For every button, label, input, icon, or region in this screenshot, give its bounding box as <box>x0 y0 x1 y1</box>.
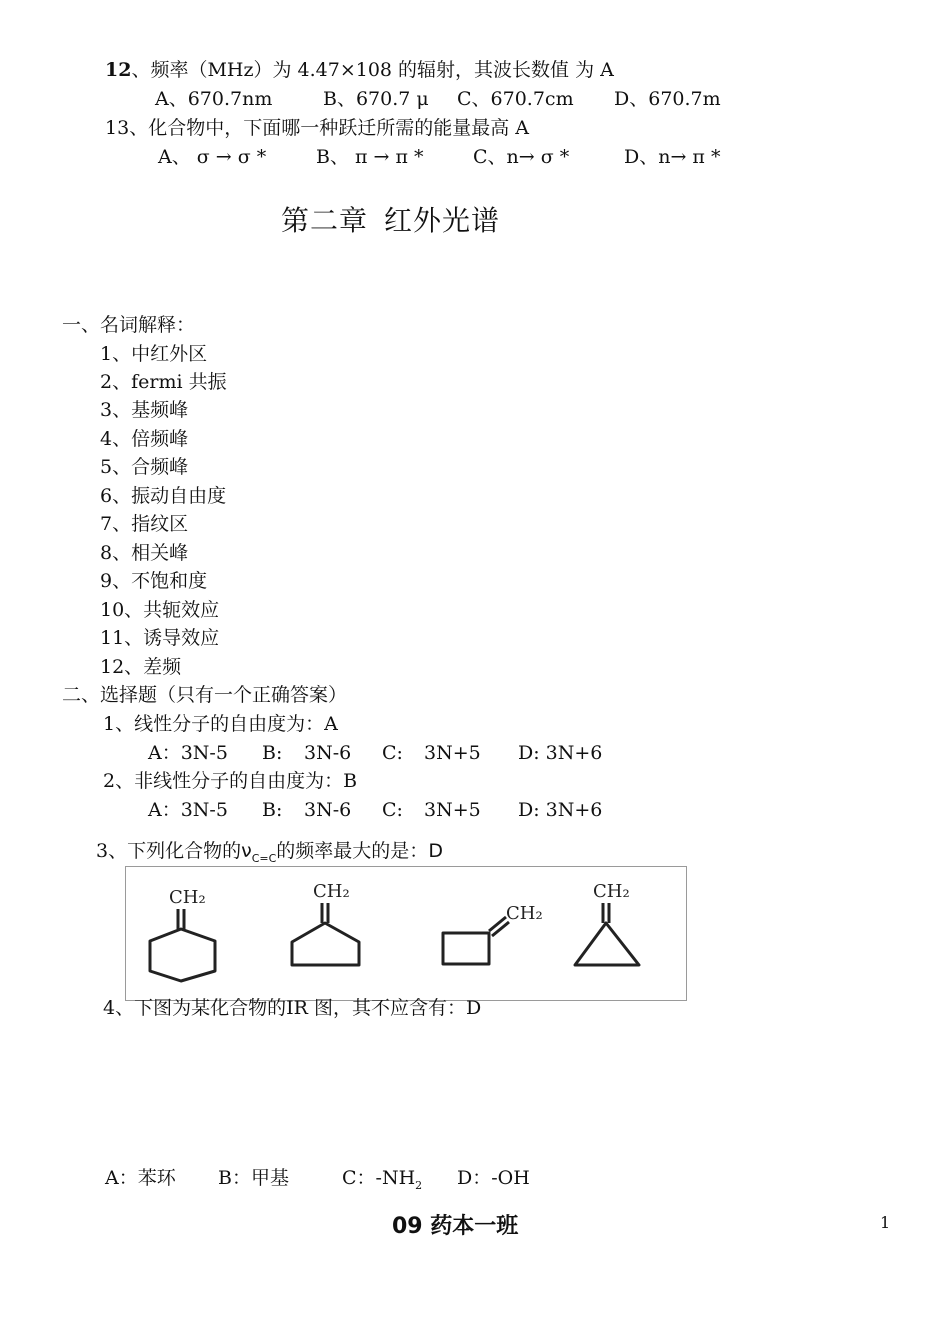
choice-question-1: 1、线性分子的自由度为：A <box>103 713 338 735</box>
section-heading-terms: 一、名词解释： <box>62 314 196 336</box>
term-item: 1、中红外区 <box>100 343 208 365</box>
page-number: 1 <box>880 1213 891 1232</box>
structure-label: CH₂ <box>593 881 630 902</box>
option-b-label: B: <box>262 742 283 764</box>
term-item: 6、振动自由度 <box>100 485 227 507</box>
structure-methylenecyclohexane <box>150 909 215 981</box>
term-item: 3、基频峰 <box>100 399 189 421</box>
option-d: D：-OH <box>457 1167 530 1189</box>
question-12-options <box>155 87 721 111</box>
option-c-label: C: <box>382 799 403 821</box>
question-number: 12 <box>105 59 132 81</box>
option-a: A：苯环 <box>105 1167 176 1189</box>
term-item: 9、不饱和度 <box>100 570 208 592</box>
option-c: C、670.7cm <box>457 88 574 110</box>
option-d: D: 3N+6 <box>518 742 603 764</box>
option-b-value: 3N-6 <box>304 799 352 821</box>
question-13 <box>105 116 529 140</box>
term-item: 12、差频 <box>100 656 182 678</box>
option-b: B：甲基 <box>218 1167 289 1189</box>
option-c-value: 3N+5 <box>424 742 481 764</box>
option-b: B、670.7 μ <box>323 88 429 110</box>
option-c-label: C: <box>382 742 403 764</box>
term-item: 2、fermi 共振 <box>100 371 227 393</box>
question-prefix: 3、下列化合物的 <box>96 840 242 862</box>
term-item: 11、诱导效应 <box>100 627 220 649</box>
term-item: 7、指纹区 <box>100 513 189 535</box>
option-a: A：3N-5 <box>148 742 228 764</box>
answer: D <box>428 840 443 862</box>
structures-figure <box>125 866 687 1001</box>
question-number: 13 <box>105 117 130 139</box>
option-d: D: 3N+6 <box>518 799 603 821</box>
option-b: B、 π → π * <box>316 146 424 168</box>
option-b-value: 3N-6 <box>304 742 352 764</box>
option-b-label: B: <box>262 799 283 821</box>
term-item: 5、合频峰 <box>100 456 189 478</box>
question-suffix: 的频率最大的是： <box>276 840 429 862</box>
question-text: 、频率（MHz）为 4.47×108 的辐射，其波长数值 为 A <box>131 59 614 81</box>
choice-question-2: 2、非线性分子的自由度为：B <box>103 770 358 792</box>
option-d: D、670.7m <box>614 88 721 110</box>
option-c: C、n→ σ * <box>473 146 570 168</box>
question-12 <box>105 58 614 82</box>
structure-label: CH₂ <box>169 887 206 908</box>
chapter-title-number: 第二章 <box>281 204 369 237</box>
term-item: 10、共轭效应 <box>100 599 220 621</box>
choice-question-4: 4、下图为某化合物的IR 图，其不应含有：D <box>103 997 482 1019</box>
choice-question-4-options <box>105 1166 530 1192</box>
section-heading-choice: 二、选择题（只有一个正确答案） <box>62 684 348 706</box>
option-c <box>342 1166 422 1198</box>
question-text: 、化合物中，下面哪一种跃迁所需的能量最高 A <box>129 117 529 139</box>
term-item: 8、相关峰 <box>100 542 189 564</box>
footer-class-name: 09 药本一班 <box>392 1214 519 1239</box>
question-13-options <box>158 145 721 169</box>
option-c-subscript: 2 <box>415 1178 423 1192</box>
nu-subscript: C=C <box>251 851 277 865</box>
structure-methylenecyclopentane <box>292 903 359 965</box>
term-item: 4、倍频峰 <box>100 428 189 450</box>
structure-methylenecyclobutane <box>443 917 509 964</box>
structure-label: CH₂ <box>506 903 543 924</box>
choice-question-1-options <box>148 741 603 765</box>
chapter-title-name: 红外光谱 <box>384 204 501 237</box>
option-a: A、 σ → σ * <box>158 146 267 168</box>
option-d: D、n→ π * <box>624 146 721 168</box>
structure-methylenecyclopropane <box>575 903 639 965</box>
chapter-title <box>281 203 500 239</box>
option-c-text: C：-NH <box>342 1167 416 1189</box>
choice-question-2-options <box>148 798 603 822</box>
option-c-value: 3N+5 <box>424 799 481 821</box>
structure-label: CH₂ <box>313 881 350 902</box>
option-a: A：3N-5 <box>148 799 228 821</box>
option-a: A、670.7nm <box>155 88 273 110</box>
structures-svg <box>126 867 686 1000</box>
nu-symbol: ν <box>241 840 252 862</box>
